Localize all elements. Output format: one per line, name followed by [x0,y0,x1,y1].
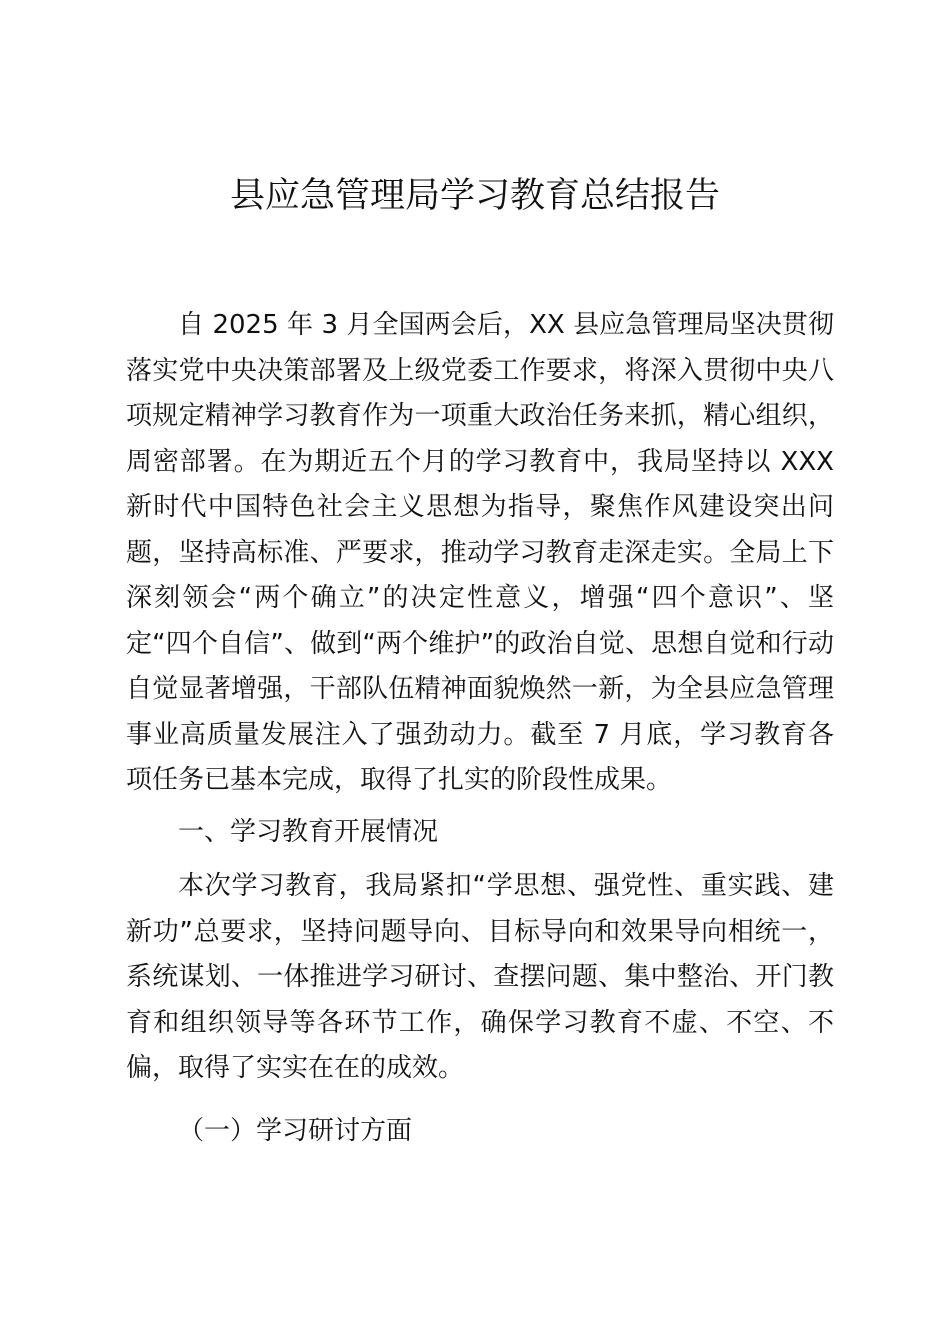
subsection-heading-1: （一）学习研讨方面 [178,1116,413,1146]
section-heading-1: 一、学习教育开展情况 [178,817,439,847]
document-title: 县应急管理局学习教育总结报告 [229,176,720,216]
paragraph-intro: 自 2025 年 3 月全国两会后，XX 县应急管理局坚决贯彻落实党中央决策部署及上级党委工作要求，将深入贯彻中央八项规定精神学习教育作为一项重大政治任务来抓，精心组织，周密部署。在为期近五个月的学习教育中，我局坚持以 XXX 新时代中国特色社会主义思想为指导，聚焦作风建设突出问题，坚持高标准、严要求，推动学习教育走深走实。全局上下深刻领会“两个确立”的决定性意义，增强“四个意识”、坚定“四个自信”、做到“两个维护”的政治自觉、思想自觉和行动自觉显著增强，干部队伍精神面貌焕然一新，为全县应急管理事业高质量发展注入了强劲动力。截至 7 月底，学习教育各项任务已基本完成，取得了扎实的阶段性成果。 [126,310,834,795]
paragraph-overview: 本次学习教育，我局紧扣“学思想、强党性、重实践、建新功”总要求，坚持问题导向、目标导向和效果导向相统一，系统谋划、一体推进学习研讨、查摆问题、集中整治、开门教育和组织领导等各环节工作，确保学习教育不虚、不空、不偏，取得了实实在在的成效。 [126,871,834,1083]
